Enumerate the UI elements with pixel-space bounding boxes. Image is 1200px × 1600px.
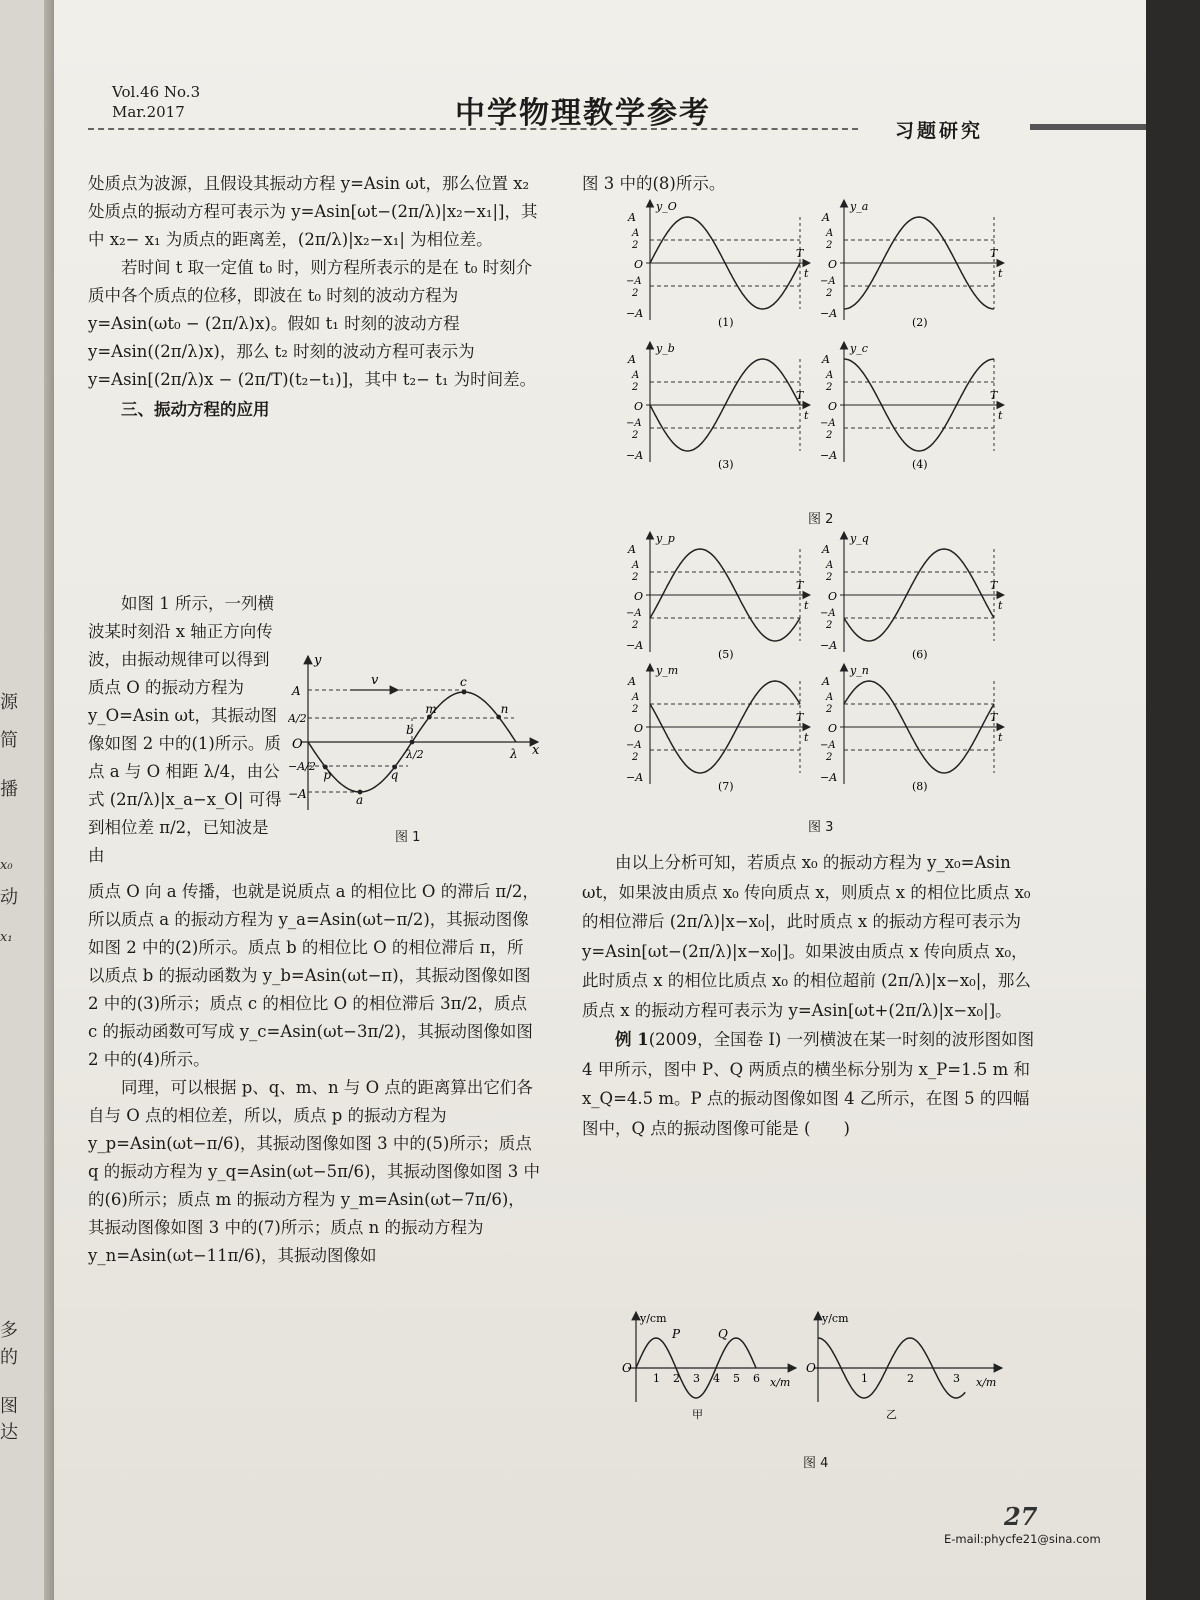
velocity-label: v	[371, 673, 379, 688]
half-amplitude-den: 2	[826, 240, 833, 251]
amplitude-label: A	[822, 543, 830, 556]
neg-half-amplitude-den: 2	[632, 752, 639, 763]
neg-half-amplitude-num: −A	[626, 418, 642, 429]
point-q-label: q	[390, 768, 399, 782]
graph-label: (1)	[718, 316, 734, 328]
y-axis-label: y_b	[656, 342, 675, 355]
origin-label: O	[634, 722, 644, 735]
point-q-label: Q	[718, 1327, 728, 1341]
x-tick-label: 4	[713, 1372, 720, 1385]
volume-label: Vol.46 No.3	[112, 83, 201, 101]
section-title: 习题研究	[895, 120, 984, 142]
adjacent-page-char: 简	[0, 730, 18, 751]
amplitude-label: A	[292, 684, 301, 698]
t-axis-label: t	[998, 409, 1003, 422]
sub-label: 乙	[886, 1408, 897, 1421]
neg-amplitude-label: −A	[626, 449, 644, 462]
column-left	[88, 170, 540, 424]
half-amplitude-num: A	[826, 692, 834, 703]
column-right-bottom	[582, 848, 1042, 1143]
x-tick-label: 3	[693, 1372, 700, 1385]
origin-label: O	[634, 590, 644, 603]
paragraph: 处质点为波源，且假设其振动方程 y=Asin ωt，那么位置 x₂ 处质点的振动方程可表示为 y=Asin[ωt−(2π/λ)|x₂−x₁|]，其中 x₂− x₁ 为质点的距离差，(2π/λ)|x₂−x₁| 为相位差。	[88, 174, 538, 249]
neg-amplitude-label: −A	[820, 771, 838, 784]
paragraph: 若时间 t 取一定值 t₀ 时，则方程所表示的是在 t₀ 时刻介质中各个质点的位移，即波在 t₀ 时刻的波动方程为 y=Asin(ωt₀ − (2π/λ)x)。假如 t₁ 时刻的波动方程 y=Asin((2π/λ)x)，那么 t₂ 时刻的波动方程可表示为 y=Asin[(2π/λ)x − (2π/T)(t₂−t₁)]，其中 t₂− t₁ 为时间差。	[88, 258, 537, 389]
graph-label: (5)	[718, 648, 734, 660]
amplitude-label: A	[628, 675, 636, 688]
period-label: T	[990, 389, 998, 402]
wave-points	[323, 675, 508, 807]
period-label: T	[990, 711, 998, 724]
half-amplitude-num: A	[826, 228, 834, 239]
adjacent-page-char: 多	[0, 1320, 18, 1341]
period-label: T	[796, 389, 804, 402]
neg-amplitude-label: −A	[626, 639, 644, 652]
oscillation-graph	[626, 340, 816, 470]
paragraph: 质点 O 向 a 传播，也就是说质点 a 的相位比 O 的滞后 π/2，所以质点 a 的振动方程为 y_a=Asin(ωt−π/2)，其振动图像如图 2 中的(2)所示。质点 b 的相位比 O 的相位滞后 π，所以质点 b 的振动函数为 y_b=Asin(ωt−π)，其振动图像如图 2 中的(3)所示；质点 c 的相位比 O 的相位滞后 3π/2，质点 c 的振动函数可写成 y_c=Asin(ωt−3π/2)，其振动图像如图 2 中的(4)所示。	[88, 882, 539, 1069]
point-b-label: b	[406, 723, 414, 737]
neg-half-amplitude-num: −A	[626, 276, 642, 287]
half-amplitude-num: A	[826, 370, 834, 381]
adjacent-page-char: x₀	[0, 858, 13, 873]
wavelength-label: λ	[510, 747, 518, 761]
example-paragraph	[582, 1025, 1042, 1143]
neg-amplitude-label: −A	[626, 771, 644, 784]
date-label: Mar.2017	[112, 103, 185, 121]
neg-amplitude-label: −A	[820, 307, 838, 320]
x-axis-label: x/m	[976, 1376, 997, 1389]
t-axis-label: t	[998, 599, 1003, 612]
point-m-label: m	[425, 702, 437, 716]
half-amplitude-num: A	[632, 228, 640, 239]
paragraph: 如图 1 所示，一列横波某时刻沿 x 轴正方向传波，由振动规律可以得到质点 O 的振动方程为 y_O=Asin ωt，其振动图像如图 2 中的(1)所示。质点 a 与 O 相距 λ/4，由公式 (2π/λ)|x_a−x_O| 可得到相位差 π/2，已知波是由	[88, 594, 282, 865]
figure-2-caption: 图 2	[808, 512, 834, 527]
amplitude-label: A	[628, 543, 636, 556]
figure-4-jia	[620, 1310, 800, 1430]
origin-label: O	[828, 258, 838, 271]
adjacent-page-char: 播	[0, 779, 18, 800]
t-axis-label: t	[804, 731, 809, 744]
amplitude-label: A	[628, 353, 636, 366]
neg-half-amplitude-den: 2	[826, 288, 833, 299]
graph-label: (4)	[912, 458, 928, 470]
column-right-top	[582, 170, 1042, 198]
oscillation-graph	[820, 198, 1010, 328]
neg-half-amplitude-num: −A	[820, 608, 836, 619]
figure-4-yi	[806, 1310, 1006, 1430]
adjacent-page-char: 源	[0, 692, 18, 713]
neg-amplitude-label: −A	[820, 449, 838, 462]
paragraph: 由以上分析可知，若质点 x₀ 的振动方程为 y_x₀=Asin ωt，如果波由质点 x₀ 传向质点 x，则质点 x 的相位比质点 x₀ 的相位滞后 (2π/λ)|x−x₀|，此时质点 x 的振动方程可表示为 y=Asin[ωt−(2π/λ)|x−x₀|]。如果波由质点 x 传向质点 x₀，此时质点 x 的相位比质点 x₀ 的相位超前 (2π/λ)|x−x₀|，那么质点 x 的振动方程可表示为 y=Asin[ωt+(2π/λ)|x−x₀|]。	[582, 853, 1031, 1020]
y-axis-label: y_p	[656, 532, 675, 545]
point-c-label: c	[460, 675, 467, 689]
x-tick-label: 3	[953, 1372, 960, 1385]
adjacent-page-char: x₁	[0, 930, 13, 945]
x-axis-label: x/m	[770, 1376, 791, 1389]
issue-info	[112, 82, 200, 122]
column-left-narrow	[88, 590, 283, 870]
graph-label: (8)	[912, 780, 928, 792]
x-tick-label: 6	[753, 1372, 760, 1385]
x-tick-label: 1	[861, 1372, 868, 1385]
y-axis-label: y_q	[850, 532, 869, 545]
example-text: 一列横波在某一时刻的波形图如图 4 甲所示，图中 P、Q 两质点的横坐标分别为 x_P=1.5 m 和 x_Q=4.5 m。P 点的振动图像如图 4 乙所示，在图 5 的四幅图中，Q 点的振动图像可能是	[582, 1030, 1035, 1138]
journal-title: 中学物理教学参考	[455, 96, 711, 131]
t-axis-label: t	[804, 267, 809, 280]
y-axis-label: y_a	[850, 200, 869, 213]
half-amplitude-num: A	[632, 370, 640, 381]
half-amplitude-den: 2	[826, 572, 833, 583]
amplitude-label: A	[822, 675, 830, 688]
x-tick-label: 2	[907, 1372, 914, 1385]
point-n-label: n	[500, 702, 509, 716]
graph-label: (6)	[912, 648, 928, 660]
y-axis-label: y/cm	[640, 1312, 667, 1325]
answer-blank: ( )	[804, 1118, 850, 1138]
neg-half-amplitude-num: −A	[820, 418, 836, 429]
figure-1-caption: 图 1	[395, 830, 421, 845]
paragraph: 图 3 中的(8)所示。	[582, 174, 726, 193]
tick-labels	[653, 1372, 760, 1385]
period-label: T	[990, 247, 998, 260]
period-label: T	[796, 711, 804, 724]
footer-email: E-mail:phycfe21@sina.com	[944, 1532, 1101, 1546]
half-amplitude-den: 2	[826, 382, 833, 393]
t-axis-label: t	[998, 731, 1003, 744]
half-amplitude-num: A	[632, 560, 640, 571]
point-p-label: P	[672, 1327, 681, 1341]
oscillation-graph	[626, 662, 816, 792]
x-axis-label: x	[532, 743, 540, 758]
neg-half-amplitude-den: 2	[826, 430, 833, 441]
header-rule	[88, 128, 858, 130]
amplitude-label: A	[822, 211, 830, 224]
period-label: T	[990, 579, 998, 592]
t-axis-label: t	[804, 409, 809, 422]
y-axis-label: y_c	[850, 342, 868, 355]
half-amplitude-den: 2	[632, 240, 639, 251]
adjacent-page-char: 的	[0, 1347, 18, 1368]
paragraph: 同理，可以根据 p、q、m、n 与 O 点的距离算出它们各自与 O 点的相位差，所以，质点 p 的振动方程为 y_p=Asin(ωt−π/6)，其振动图像如图 3 中的(5)所示；质点 q 的振动方程为 y_q=Asin(ωt−5π/6)，其振动图像如图 3 中的(6)所示；质点 m 的振动方程为 y_m=Asin(ωt−7π/6)，其振动图像如图 3 中的(7)所示；质点 n 的振动方程为 y_n=Asin(ωt−11π/6)，其振动图像如	[88, 1078, 540, 1265]
amplitude-label: A	[628, 211, 636, 224]
y-axis-label: y_O	[656, 200, 677, 213]
oscillation-graph	[820, 530, 1010, 660]
graph-label: (2)	[912, 316, 928, 328]
amplitude-label: A	[822, 353, 830, 366]
origin-label: O	[634, 400, 644, 413]
y-axis-label: y_n	[850, 664, 869, 677]
origin-label: O	[828, 590, 838, 603]
figure-1-wave	[288, 650, 548, 820]
oscillation-graph	[820, 662, 1010, 792]
half-amplitude-den: 2	[632, 704, 639, 715]
origin-label: O	[634, 258, 644, 271]
adjacent-page-char: 图	[0, 1396, 18, 1417]
origin-label: O	[292, 737, 303, 752]
figure-4-caption: 图 4	[803, 1456, 829, 1471]
header-bar	[1030, 124, 1146, 130]
sub-label: 甲	[692, 1408, 703, 1421]
neg-half-amplitude-num: −A	[820, 740, 836, 751]
x-tick-label: 1	[653, 1372, 660, 1385]
section-heading: 三、振动方程的应用	[121, 400, 270, 419]
page-number: 27	[1004, 1502, 1038, 1531]
half-amplitude-num: A	[632, 692, 640, 703]
neg-half-amplitude-den: 2	[826, 620, 833, 631]
y-axis-label: y	[314, 653, 322, 668]
point-p-label: p	[323, 768, 332, 782]
y-axis-label: y/cm	[822, 1312, 849, 1325]
origin-label: O	[622, 1361, 632, 1375]
tick-labels	[861, 1372, 960, 1385]
period-label: T	[796, 579, 804, 592]
half-amplitude-den: 2	[632, 572, 639, 583]
neg-half-amplitude-den: 2	[632, 430, 639, 441]
t-axis-label: t	[998, 267, 1003, 280]
graph-label: (7)	[718, 780, 734, 792]
point-b-marker	[410, 740, 415, 745]
neg-amplitude-label: −A	[820, 639, 838, 652]
half-amplitude-den: 2	[826, 704, 833, 715]
neg-half-amplitude-num: −A	[626, 740, 642, 751]
graph-label: (3)	[718, 458, 734, 470]
adjacent-page-char: 达	[0, 1422, 18, 1443]
neg-half-amplitude-num: −A	[626, 608, 642, 619]
point-c-marker	[462, 690, 467, 695]
neg-half-amplitude-num: −A	[820, 276, 836, 287]
half-amplitude-num: A	[826, 560, 834, 571]
half-amplitude-den: 2	[632, 382, 639, 393]
example-source: (2009，全国卷 Ⅰ)	[648, 1030, 782, 1049]
x-tick-label: 5	[733, 1372, 740, 1385]
neg-half-amplitude-den: 2	[826, 752, 833, 763]
oscillation-graph	[626, 198, 816, 328]
background-desk	[1142, 0, 1200, 1600]
x-tick-label: 2	[673, 1372, 680, 1385]
neg-amplitude-label: −A	[288, 787, 307, 801]
half-amplitude-label: A/2	[288, 712, 307, 725]
half-wavelength-label: λ/2	[406, 748, 424, 761]
y-axis-label: y_m	[656, 664, 679, 677]
adjacent-page-char: 动	[0, 887, 18, 908]
origin-label: O	[828, 400, 838, 413]
neg-half-amplitude-label: −A/2	[288, 760, 316, 773]
period-label: T	[796, 247, 804, 260]
neg-half-amplitude-den: 2	[632, 288, 639, 299]
figure-3-caption: 图 3	[808, 820, 834, 835]
oscillation-graph	[820, 340, 1010, 470]
oscillation-graph	[626, 530, 816, 660]
t-axis-label: t	[804, 599, 809, 612]
example-label: 例 1	[615, 1030, 649, 1049]
origin-label: O	[806, 1361, 816, 1375]
neg-amplitude-label: −A	[626, 307, 644, 320]
neg-half-amplitude-den: 2	[632, 620, 639, 631]
origin-label: O	[828, 722, 838, 735]
point-a-label: a	[356, 793, 364, 807]
column-left-lower	[88, 878, 540, 1270]
